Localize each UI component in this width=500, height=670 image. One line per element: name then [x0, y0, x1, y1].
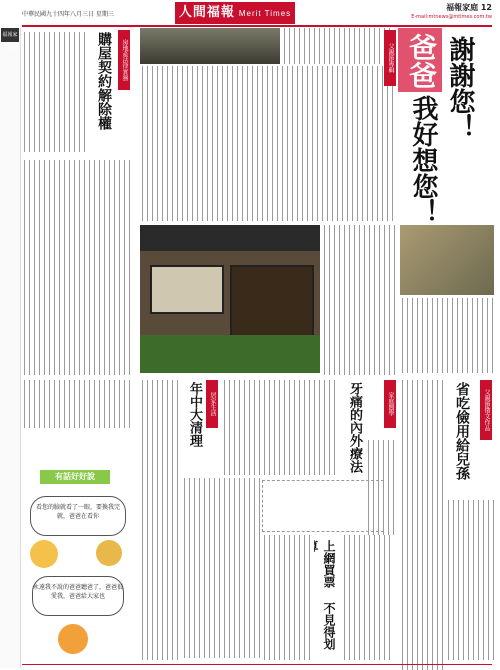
online-ticket-body — [262, 535, 314, 660]
cartoon-character-1 — [30, 540, 58, 568]
house-buy-tag: 房地產法律實務 — [118, 30, 130, 90]
fathers-day-body — [140, 66, 395, 221]
header-rule — [22, 25, 492, 27]
fathers-day-body-3 — [400, 298, 494, 373]
house-roof — [140, 225, 320, 251]
fathers-day-title-2: 我好想您！ — [408, 95, 438, 225]
year-end-body-1 — [140, 380, 180, 660]
masthead — [0, 0, 500, 26]
dad-love-body-2 — [446, 500, 494, 660]
dad-love-tag: 父親節徵文作品 — [480, 380, 492, 440]
house-buy-title: 購屋契約解除權 — [96, 32, 112, 130]
tooth-tag: 家庭醫學 — [384, 380, 396, 428]
cartoon-bubble-2: 永遠我不說的爸爸聽爸了，爸爸很愛我，爸爸給大家也 — [32, 576, 124, 616]
cartoon-character-2 — [96, 540, 122, 566]
issue-date: 中華民國九十四年八月三日 星期三 — [22, 11, 114, 18]
fathers-day-body-2 — [322, 225, 398, 375]
house-buy-body-1 — [22, 32, 88, 152]
fathers-day-body-top — [282, 28, 394, 64]
sidebar-label: 福報家庭 — [1, 28, 19, 42]
newspaper-logo — [175, 2, 295, 24]
cartoon-bubble-1: 看您的臉就看了一眼，要換我完就，爸爸在看你 — [30, 496, 126, 536]
year-end-body-3 — [222, 380, 260, 475]
house-photo — [140, 225, 320, 373]
footer-rule — [22, 664, 492, 665]
year-end-body-2 — [182, 478, 260, 658]
ticket-illustration — [262, 480, 384, 532]
logo-text: 人間福報 — [178, 5, 235, 20]
fathers-day-tag: 父親節專輯 — [384, 30, 396, 86]
online-ticket-body-2 — [342, 535, 394, 660]
cartoon-title: 有話好好說 — [40, 470, 110, 484]
tooth-title: 牙痛的內外療法 — [347, 382, 362, 473]
contact-email: E-mail:mtnews@mtimes.com.tw — [411, 14, 492, 20]
house-plants — [140, 335, 320, 373]
dad-love-title: 省吃儉用給兒孫 — [454, 382, 470, 480]
fathers-day-banner — [398, 28, 442, 92]
house-buy-body-3 — [22, 380, 132, 428]
house-buy-body-2 — [22, 160, 132, 375]
tooth-body-1 — [262, 380, 338, 475]
house-window — [150, 265, 224, 314]
plant-photo — [400, 225, 494, 295]
cartoon-character-3 — [58, 624, 88, 654]
balcony-photo — [140, 28, 280, 64]
online-ticket-title: 上網買票 不見得划 — [322, 540, 336, 650]
year-end-tag: 居家生活 — [206, 380, 218, 428]
year-end-title: 年中大清理 — [187, 382, 202, 447]
dad-love-body-1 — [400, 380, 446, 670]
page-index-sidebar — [0, 28, 21, 668]
section-name: 福報家庭 12 — [446, 3, 492, 12]
fathers-day-headline: 爸爸 — [405, 33, 438, 89]
logo-subtitle: Merit Times — [238, 9, 292, 18]
fathers-day-title-1: 謝謝您！ — [445, 36, 475, 140]
